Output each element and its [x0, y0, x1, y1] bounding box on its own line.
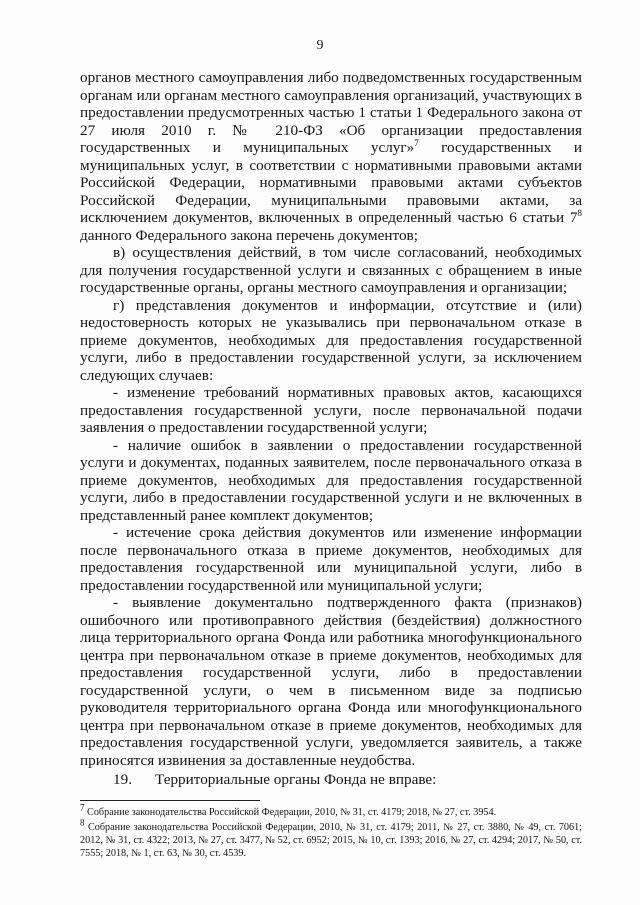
paragraph-text: государственных и муниципальных услуг, в соответствии с нормативными правовыми актами Российской Федерации, нормативными правовыми актами субъектов Российской Федерации, муниципальными правовыми актами, за исключением документов, включенных в определенный частью 6 статьи 7: [80, 139, 582, 226]
footnote-mark: 8: [80, 817, 85, 828]
paragraph-text: данного Федерального закона перечень документов;: [80, 226, 418, 244]
section-number: 19.: [113, 771, 132, 788]
paragraph-case-4: - выявление документально подтвержденного факта (признаков) ошибочного или противоправного действия (бездействия) должностного лица территориального органа Фонда или работника многофункционального центра при первоначальном отказе в приеме документов, необходимых для предоставления государственной услуги, либо в предоставлении государственной услуги, о чем в письменном виде за подписью руководителя территориального органа Фонда или многофункционального центра при первоначальном отказе в приеме документов, необходимых для предоставления государственной услуги, уведомляется заявитель, а также приносятся извинения за доставленные неудобства.: [80, 594, 582, 769]
paragraph-item-v: в) осуществления действий, в том числе согласований, необходимых для получения государственной услуги и связанных с обращением в иные государственные органы, органы местного самоуправления и организации;: [80, 244, 582, 296]
footnote-text: Собрание законодательства Российской Федерации, 2010, № 31, ст. 4179; 2011, № 27, ст. 3880, № 49, ст. 7061; 2012, № 31, ст. 4322; 2013, № 27, ст. 3477, № 52, ст. 6952; 2015, № 10, ст. 1393; 2016, № 27, ст. 4294; 2017, № 50, ст. 7555; 2018, № 1, ст. 63, № 30, ст. 4539.: [80, 822, 582, 859]
section-heading-text: Территориальные органы Фонда не вправе:: [155, 771, 437, 788]
paragraph-case-3: - истечение срока действия документов или изменение информации после первоначального отказа в приеме документов, необходимых для предоставления государственной или муниципальной услуги, либо в предоставлении государственной или муниципальной услуги;: [80, 524, 582, 594]
footnote-7: [80, 802, 582, 819]
paragraph-item-g: г) представления документов и информации, отсутствие и (или) недостоверность которых не указывались при первоначальном отказе в приеме документов, необходимых для предоставления государственной услуги, либо в предоставлении государственной услуги, за исключением следующих случаев:: [80, 296, 582, 384]
footnote-divider: [80, 800, 260, 801]
footnote-mark: 7: [80, 802, 85, 813]
footnote-ref-8: 8: [577, 207, 582, 218]
paragraph-case-2: - наличие ошибок в заявлении о предоставлении государственной услуги и документах, поданных заявителем, после первоначального отказа в приеме документов, необходимых для предоставления государственной услуги, либо в предоставлении государственной услуги и не включенных в представленный ранее комплект документов;: [80, 436, 582, 524]
page-number: 9: [316, 38, 324, 53]
footnote-8: [80, 817, 582, 860]
paragraph-case-1: - изменение требований нормативных правовых актов, касающихся предоставления государственной услуги, после первоначальной подачи заявления о предоставлении государственной услуги;: [80, 384, 582, 436]
paragraph-text: органов местного самоуправления либо подведомственных государственным органам или органам местного самоуправления организаций, участвующих в предоставлении предусмотренных частью 1 статьи 1 Федерального закона от 27 июля 2010 г. № 210-ФЗ «Об организации предоставления государственных и муниципальных услуг»: [80, 69, 582, 156]
footnote-text: Собрание законодательства Российской Федерации, 2010, № 31, ст. 4179; 2018, № 27, ст. 3954.: [84, 807, 497, 818]
footnote-ref-7: 7: [414, 137, 419, 148]
paragraph-continuation: [80, 69, 582, 244]
section-19: [80, 771, 582, 789]
footnotes: [80, 802, 582, 862]
body-text: [80, 69, 582, 789]
